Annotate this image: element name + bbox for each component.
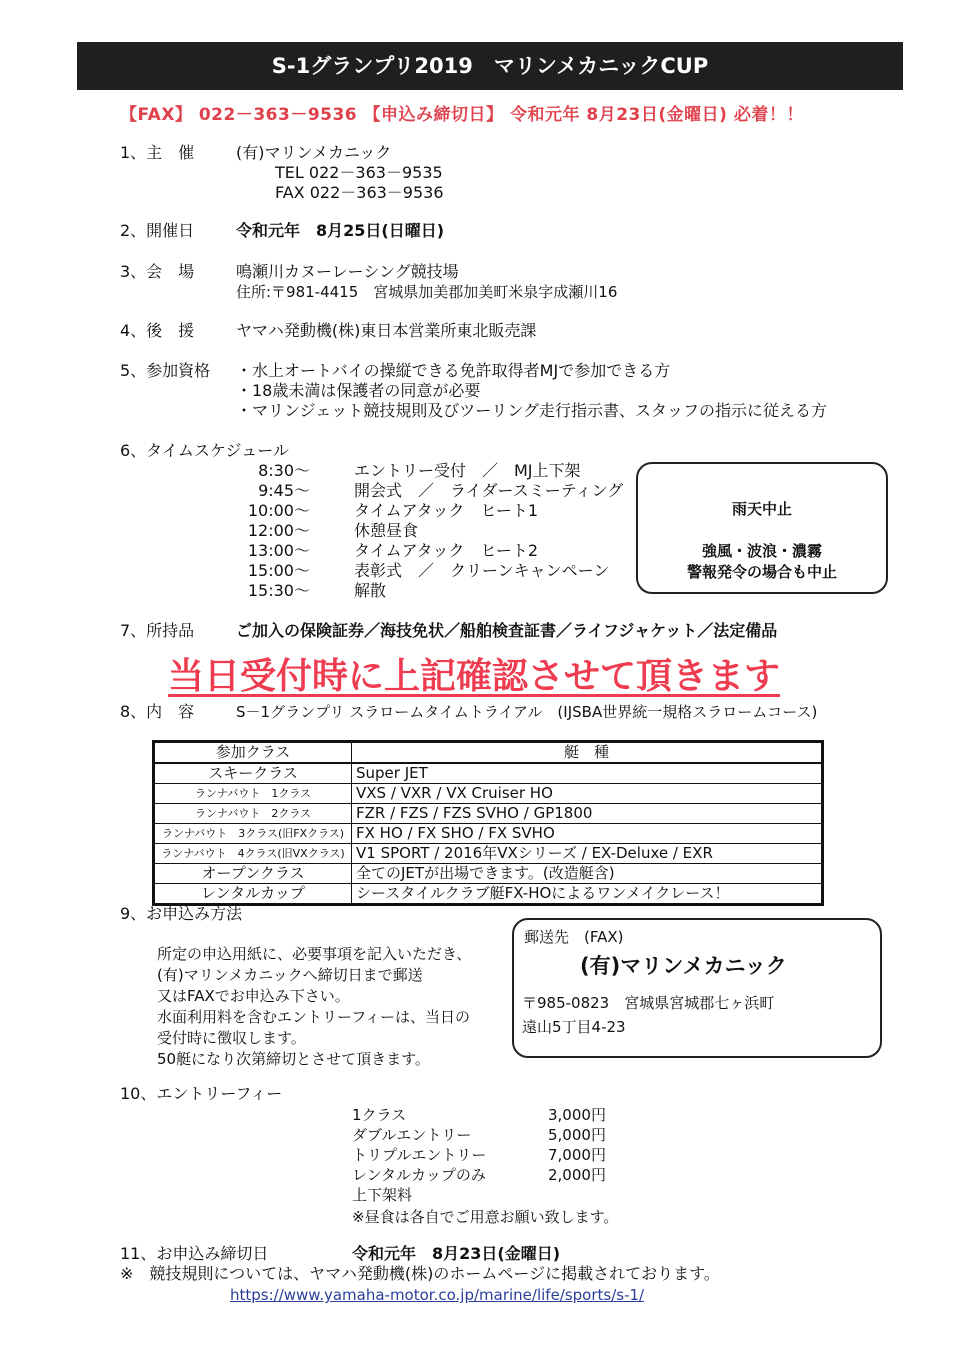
- schedule-event: エントリー受付 ／ MJ上下架: [354, 461, 581, 480]
- section-11-label: 11、お申込み締切日: [120, 1244, 269, 1263]
- fee-name: 1クラス: [352, 1106, 407, 1124]
- application-line: 50艇になり次第締切とさせて頂きます。: [157, 1050, 430, 1068]
- eligibility-line: ・マリンジェット競技規則及びツーリング走行指示書、スタッフの指示に従える方: [236, 401, 827, 420]
- class-cell: オープンクラス: [154, 864, 352, 884]
- class-cell: ランナバウト 2クラス: [154, 804, 352, 824]
- table-row: [154, 884, 823, 905]
- warning-cancel-text: 警報発令の場合も中止: [686, 563, 837, 581]
- venue-name: 鳴瀬川カヌーレーシング競技場: [236, 262, 459, 281]
- class-cell: ランナバウト 4クラス(旧VXクラス): [154, 844, 352, 864]
- table-row: [154, 824, 823, 844]
- mail-address-line1: 〒985-0823 宮城県宮城郡七ヶ浜町: [522, 994, 775, 1012]
- schedule-time: 9:45～: [258, 481, 310, 500]
- schedule-event: タイムアタック ヒート1: [354, 501, 539, 520]
- weather-notice-box: [636, 462, 888, 594]
- fee-name: トリプルエントリー: [352, 1146, 487, 1164]
- mailing-address-box: [512, 918, 882, 1058]
- boat-cell: シースタイルクラブ艇FX-HOによるワンメイクレース！: [352, 884, 823, 905]
- lunch-note: ※昼食は各自でご用意お願い致します。: [352, 1208, 619, 1226]
- schedule-event: 解散: [354, 581, 387, 600]
- boat-cell: 全てのJETが出場できます。(改造艇含): [352, 864, 823, 884]
- boat-cell: VXS / VXR / VX Cruiser HO: [352, 784, 823, 804]
- organizer-name: (有)マリンメカニック: [236, 143, 392, 162]
- table-row: [154, 844, 823, 864]
- eligibility-line: ・18歳未満は保護者の同意が必要: [236, 381, 481, 400]
- organizer-fax: FAX 022－363－9536: [275, 183, 444, 202]
- schedule-event: 開会式 ／ ライダースミーティング: [354, 481, 624, 500]
- fee-name: ダブルエントリー: [352, 1126, 472, 1144]
- class-table: [152, 740, 824, 906]
- fee-price: 2,000円: [548, 1166, 606, 1184]
- page-title: S-1グランプリ2019 マリンメカニックCUP: [77, 42, 903, 90]
- organizer-tel: TEL 022－363－9535: [275, 163, 443, 182]
- application-line: 水面利用料を含むエントリーフィーは、当日の: [157, 1008, 471, 1026]
- table-header-row: [154, 742, 823, 764]
- mail-label: 郵送先 (FAX): [524, 928, 624, 946]
- fee-price: 7,000円: [548, 1146, 606, 1164]
- class-cell: スキークラス: [154, 763, 352, 784]
- fax-deadline-line: 【FAX】 022－363－9536 【申込み締切日】 令和元年 8月23日(金曜日) 必着！！: [120, 105, 804, 125]
- fee-name: レンタルカップのみ: [352, 1166, 486, 1184]
- schedule-event: 休憩昼食: [354, 521, 419, 540]
- section-1-label: 1、主 催: [120, 143, 195, 162]
- class-cell: ランナバウト 1クラス: [154, 784, 352, 804]
- fee-price: 3,000円: [548, 1106, 606, 1124]
- table-row: [154, 763, 823, 784]
- section-4-label: 4、後 援: [120, 321, 195, 340]
- table-row: [154, 864, 823, 884]
- section-2-label: 2、開催日: [120, 221, 195, 240]
- venue-address: 住所:〒981-4415 宮城県加美郡加美町米泉字成瀬川16: [236, 283, 618, 301]
- application-line: 又はFAXでお申込み下さい。: [157, 987, 350, 1005]
- rules-link[interactable]: https://www.yamaha-motor.co.jp/marine/life/sports/s-1/: [230, 1286, 645, 1304]
- schedule-event: 表彰式 ／ クリーンキャンペーン: [354, 561, 610, 580]
- required-items: ご加入の保険証券／海技免状／船舶検査証書／ライフジャケット／法定備品: [236, 621, 778, 640]
- application-line: 受付時に徴収します。: [157, 1029, 306, 1047]
- section-3-label: 3、会 場: [120, 262, 195, 281]
- eligibility-line: ・水上オートバイの操縦できる免許取得者MJで参加できる方: [236, 361, 671, 380]
- schedule-time: 15:30～: [247, 581, 310, 600]
- mail-address-line2: 遠山5丁目4-23: [522, 1018, 626, 1036]
- fee-price: 5,000円: [548, 1126, 606, 1144]
- boat-cell: FX HO / FX SHO / FX SVHO: [352, 824, 823, 844]
- schedule-time: 8:30～: [258, 461, 310, 480]
- rain-cancel-text: 雨天中止: [731, 500, 792, 518]
- section-6-label: 6、タイムスケジュール: [120, 441, 289, 460]
- boat-cell: V1 SPORT / 2016年VXシリーズ / EX-Deluxe / EXR: [352, 844, 823, 864]
- sponsor: ヤマハ発動機(株)東日本営業所東北販売課: [236, 321, 537, 340]
- confirmation-notice: 当日受付時に上記確認させて頂きます: [168, 656, 781, 697]
- schedule-event: タイムアタック ヒート2: [354, 541, 539, 560]
- section-7-label: 7、所持品: [120, 621, 195, 640]
- weather-condition-text: 強風・波浪・濃霧: [701, 542, 822, 560]
- column-header-class: 参加クラス: [154, 742, 352, 764]
- schedule-time: 12:00～: [247, 521, 310, 540]
- section-9-label: 9、お申込み方法: [120, 904, 243, 923]
- event-date: 令和元年 8月25日(日曜日): [236, 221, 445, 240]
- boat-cell: FZR / FZS / FZS SVHO / GP1800: [352, 804, 823, 824]
- class-cell: レンタルカップ: [154, 884, 352, 905]
- section-8-label: 8、内 容: [120, 702, 195, 721]
- class-cell: ランナバウト 3クラス(旧FXクラス): [154, 824, 352, 844]
- section-10-label: 10、エントリーフィー: [120, 1084, 283, 1103]
- footer-note: ※ 競技規則については、ヤマハ発動機(株)のホームページに掲載されております。: [120, 1264, 720, 1283]
- table-row: [154, 804, 823, 824]
- table-row: [154, 784, 823, 804]
- fee-name: 上下架料: [352, 1186, 413, 1204]
- application-line: (有)マリンメカニックへ締切日まで郵送: [157, 966, 423, 984]
- schedule-time: 13:00～: [247, 541, 310, 560]
- deadline-date: 令和元年 8月23日(金曜日): [352, 1244, 561, 1263]
- schedule-time: 15:00～: [247, 561, 310, 580]
- boat-cell: Super JET: [352, 763, 823, 784]
- column-header-boat: 艇 種: [352, 742, 823, 764]
- application-line: 所定の申込用紙に、必要事項を記入いただき、: [157, 945, 472, 963]
- mail-org: (有)マリンメカニック: [580, 954, 787, 978]
- competition-content: S－1グランプリ スラロームタイムトライアル (IJSBA世界統一規格スラロームコース): [236, 703, 818, 721]
- schedule-time: 10:00～: [247, 501, 310, 520]
- section-5-label: 5、参加資格: [120, 361, 211, 380]
